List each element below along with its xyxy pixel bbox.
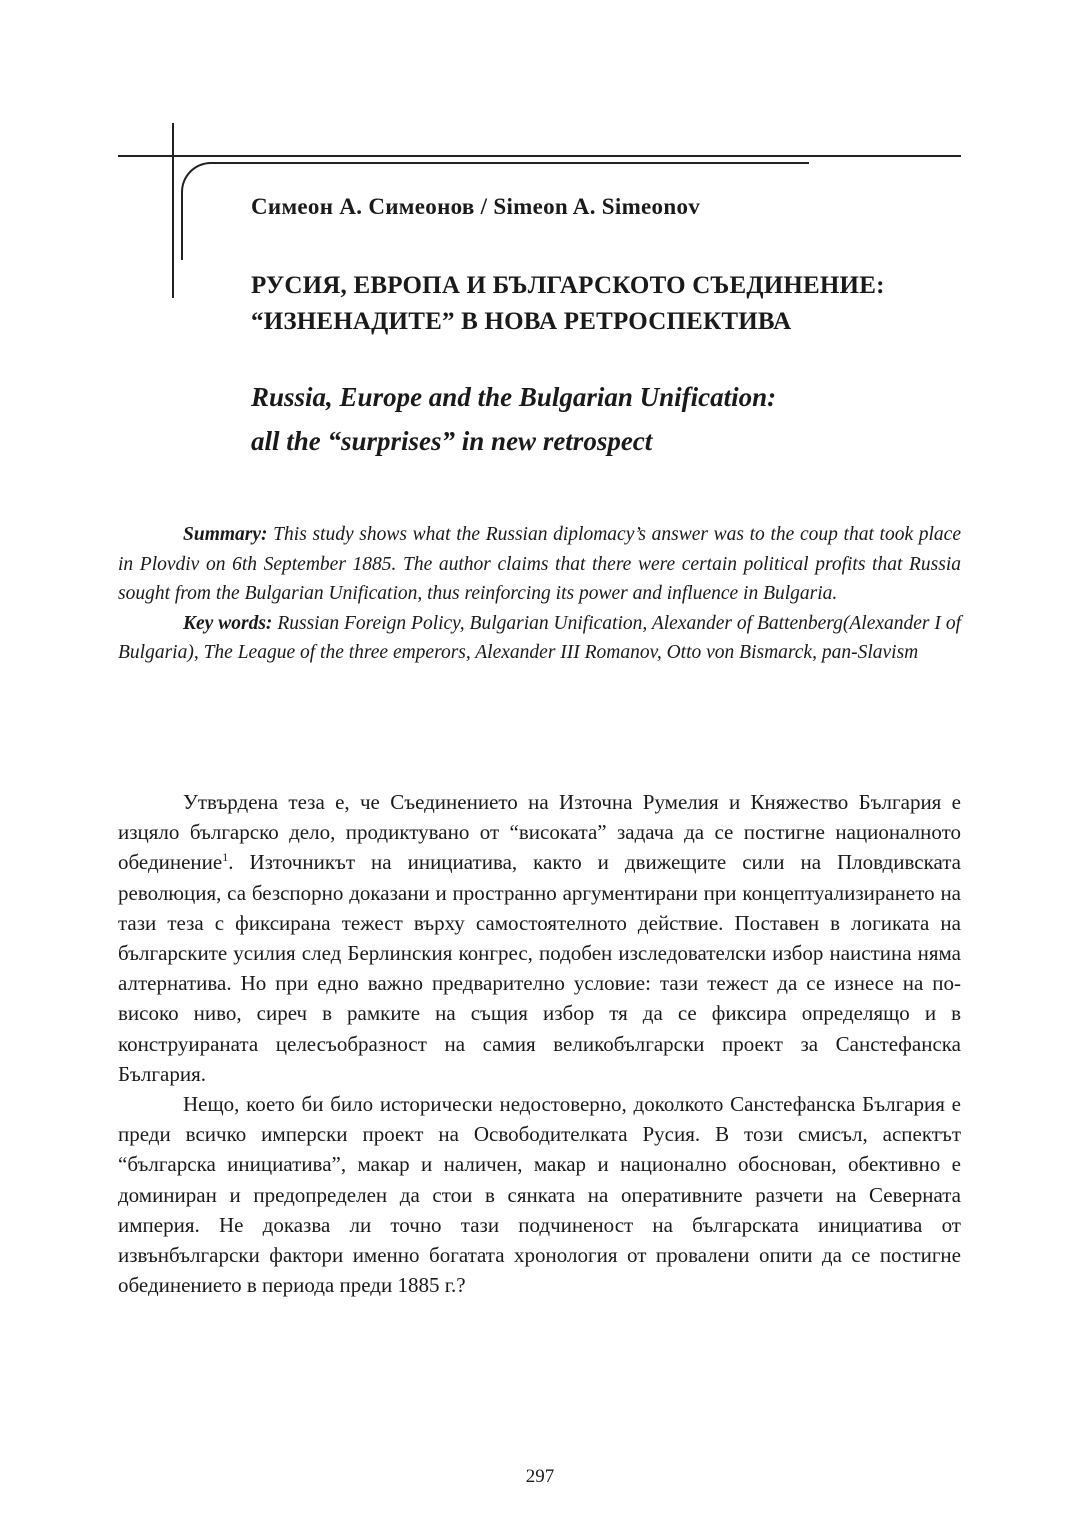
body-paragraph-1 <box>118 787 961 1089</box>
body-text <box>118 787 961 1300</box>
summary-label: Summary: <box>183 524 268 545</box>
page-number: 297 <box>525 1466 555 1487</box>
author-name: Симеон А. Симеонов / Simeon A. Simeonov <box>251 194 701 219</box>
article-title-english <box>251 375 776 463</box>
footnote-marker[interactable]: 1 <box>222 850 229 865</box>
header-rule-horizontal <box>118 155 961 157</box>
summary-text: This study shows what the Russian diplomacy’s answer was to the coup that took place in Plovdiv on 6th September 1885. The author claims that there were certain political profits that Russia sought from the Bulgarian Unification, thus reinforcing its power and influence in Bulgaria. <box>118 524 961 604</box>
summary-paragraph <box>118 520 961 609</box>
title-en-line-1: Russia, Europe and the Bulgarian Unification: <box>251 382 777 412</box>
title-bg-line-2: “ИЗНЕНАДИТЕ” В НОВА РЕТРОСПЕКТИВА <box>251 308 792 335</box>
article-title-bulgarian <box>251 268 885 340</box>
title-bg-line-1: РУСИЯ, ЕВРОПА И БЪЛГАРСКОТО СЪЕДИНЕНИЕ: <box>251 272 885 299</box>
title-en-line-2: all the “surprises” in new retrospect <box>251 426 653 456</box>
keywords-paragraph <box>118 609 961 668</box>
abstract-block <box>118 520 961 668</box>
body-p1-part-1: Утвърдена теза е, че Съединението на Източна Румелия и Княжество България е изцяло българско дело, продиктувано от “високата” задача да се постигне националното обединение <box>118 790 961 875</box>
header-rounded-corner-frame <box>181 162 223 260</box>
header-rule-inner <box>219 162 809 164</box>
header-rule-vertical <box>172 123 174 298</box>
body-p1-part-2: . Източникът на инициатива, както и движещите сили на Пловдивската революция, са безспорно доказани и пространно аргументирани при концептуализирането на тази теза с фиксирана тежест върху самостоятелното действие. Поставен в логиката на българските усилия след Берлинския конгрес, подобен изследователски избор наистина няма алтернатива. Но при едно важно предварително условие: тази тежест да се изнесе на по-високо ниво, сиреч в рамките на същия избор тя да се фиксира определящо и в конструираната целесъобразност на самия великобългарски проект за Санстефанска България. <box>118 850 961 1086</box>
keywords-text: Russian Foreign Policy, Bulgarian Unification, Alexander of Battenberg(Alexander I of Bulgaria), The League of the three emperors, Alexander III Romanov, Otto von Bismarck, pan-Slavism <box>118 612 962 663</box>
keywords-label: Key words: <box>183 612 273 634</box>
body-paragraph-2: Нещо, което би било исторически недостоверно, доколкото Санстефанска България е преди всичко имперски проект на Освободителката Русия. В този смисъл, аспектът “българска инициатива”, макар и наличен, макар и национално обоснован, обективно е доминиран и предопределен да стои в сянката на оперативните разчети на Северната империя. Не доказва ли точно тази подчиненост на българската инициатива от извънбългарски фактори именно богатата хронология от провалени опити да се постигне обединението в периода преди 1885 г.? <box>118 1092 961 1298</box>
